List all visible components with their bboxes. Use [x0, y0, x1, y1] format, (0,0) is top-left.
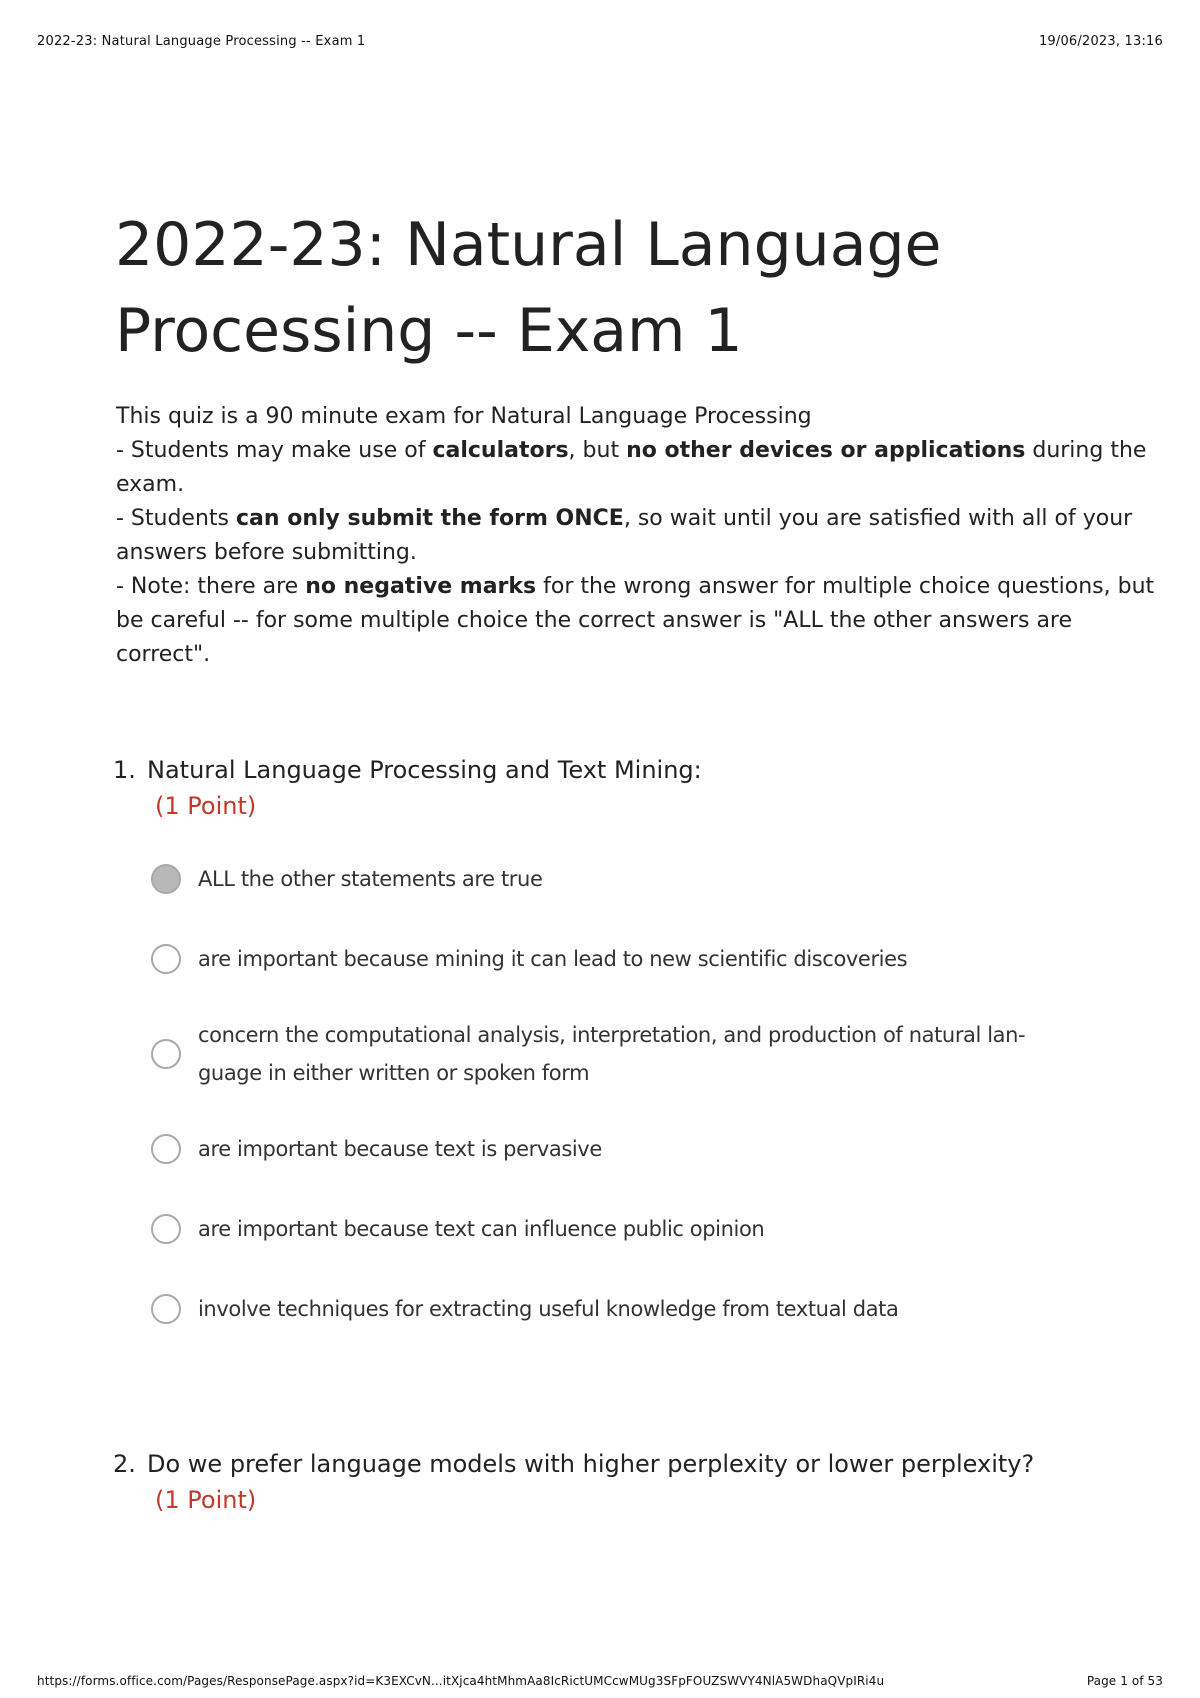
intro-line-1: This quiz is a 90 minute exam for Natural Language Processing	[116, 404, 812, 429]
question-2	[113, 1446, 1113, 1518]
option-label[interactable]: are important because mining it can lead to new scientific discoveries	[198, 947, 908, 971]
intro-line-3: - Students can only submit the form ONCE, so wait until you are satisfied with all of your answers before submitting.	[116, 506, 1133, 565]
option-label[interactable]: involve techniques for extracting useful knowledge from textual data	[198, 1297, 899, 1321]
option-all-true[interactable]	[113, 856, 1113, 902]
option-text-pervasive[interactable]	[113, 1126, 1113, 1172]
radio-button[interactable]	[151, 1134, 181, 1164]
question-1	[113, 752, 1113, 1332]
option-label[interactable]: are important because text can influence public opinion	[198, 1217, 765, 1241]
question-1-options	[113, 856, 1113, 1332]
radio-button[interactable]	[151, 944, 181, 974]
option-extracting-knowledge[interactable]	[113, 1286, 1113, 1332]
print-header-datetime: 19/06/2023, 13:16	[1038, 34, 1163, 49]
question-number: 2.	[113, 1450, 136, 1478]
print-footer-url: https://forms.office.com/Pages/ResponsePage.aspx?id=K3EXCvN...itXjca4htMhmAa8IcRictUMCcwMUg3SFpFOUZSWVY4NlA5WDhaQVpIRi4u	[37, 1674, 885, 1688]
question-points: (1 Point)	[155, 792, 257, 820]
option-label[interactable]: are important because text is pervasive	[198, 1137, 602, 1161]
print-header-title: 2022-23: Natural Language Processing -- Exam 1	[37, 34, 366, 49]
print-footer-page: Page 1 of 53	[1086, 1674, 1163, 1688]
option-scientific-discoveries[interactable]	[113, 936, 1113, 982]
radio-button[interactable]	[151, 1214, 181, 1244]
question-1-heading	[113, 752, 1113, 788]
radio-button[interactable]	[151, 1039, 181, 1069]
question-number: 1.	[113, 756, 136, 784]
option-computational-analysis[interactable]	[113, 1016, 1113, 1092]
form-description	[116, 400, 1156, 672]
radio-button-selected[interactable]	[151, 864, 181, 894]
print-header	[37, 34, 1163, 49]
print-footer	[37, 1674, 1163, 1688]
form-title: 2022-23: Natural Language Processing -- Exam 1	[115, 210, 942, 366]
option-label[interactable]: concern the computational analysis, interpretation, and production of natural lan- guage in either written or spoken form	[198, 1023, 1026, 1085]
question-points: (1 Point)	[155, 1486, 257, 1514]
question-2-heading	[113, 1446, 1113, 1482]
radio-button[interactable]	[151, 1294, 181, 1324]
option-label[interactable]: ALL the other statements are true	[198, 867, 543, 891]
intro-line-4: - Note: there are no negative marks for the wrong answer for multiple choice questions, but be careful -- for some multiple choice the correct answer is "ALL the other answers are correct".	[116, 574, 1155, 667]
question-text: Natural Language Processing and Text Mining:	[147, 756, 702, 784]
question-text: Do we prefer language models with higher perplexity or lower perplexity?	[147, 1450, 1035, 1478]
intro-line-2: - Students may make use of calculators, but no other devices or applications during the exam.	[116, 438, 1147, 497]
option-public-opinion[interactable]	[113, 1206, 1113, 1252]
